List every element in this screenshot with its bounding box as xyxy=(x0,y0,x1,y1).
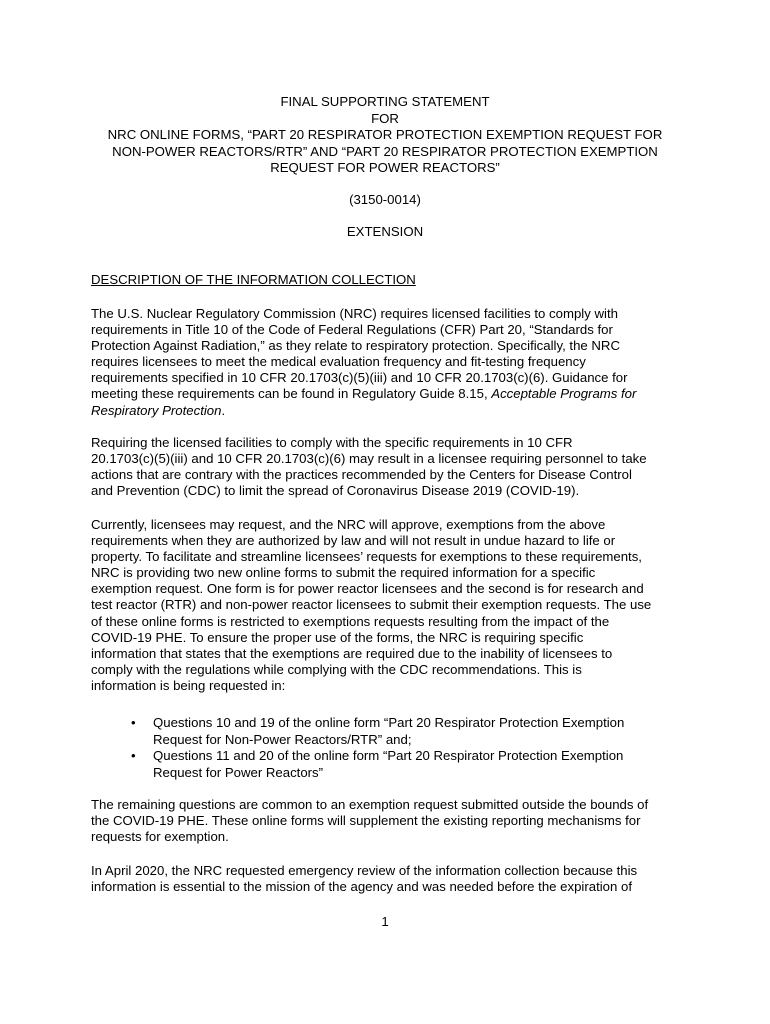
list-item-line: Request for Non-Power Reactors/RTR” and; xyxy=(153,731,412,747)
paragraph-line: requests for exemption. xyxy=(91,829,229,845)
list-item xyxy=(91,715,691,748)
paragraph-line: Protection Against Radiation,” as they relate to respiratory protection. Specifically, the NRC xyxy=(91,338,620,354)
paragraph-3 xyxy=(91,517,691,694)
paragraph-line xyxy=(91,403,691,419)
title-line: NRC ONLINE FORMS, “PART 20 RESPIRATOR PROTECTION EXEMPTION REQUEST FOR xyxy=(107,127,663,143)
section-heading: DESCRIPTION OF THE INFORMATION COLLECTION xyxy=(91,272,416,287)
document-title xyxy=(80,94,690,177)
list-item-line: Request for Power Reactors” xyxy=(153,764,324,780)
paragraph-line: requirements in Title 10 of the Code of Federal Regulations (CFR) Part 20, “Standards for xyxy=(91,322,613,338)
paragraph-line: test reactor (RTR) and non-power reactor licensees to submit their exemption requests. The use xyxy=(91,597,652,613)
omb-number: (3150-0014) xyxy=(349,192,421,207)
list-item-line: Questions 10 and 19 of the online form “Part 20 Respirator Protection Exemption xyxy=(153,715,625,730)
paragraph-5 xyxy=(91,863,691,895)
paragraph-line: information is essential to the mission of the agency and was needed before the expiration of xyxy=(91,879,633,895)
paragraph-line xyxy=(91,386,691,402)
paragraph-line: comply with the regulations while complying with the CDC recommendations. This is xyxy=(91,661,582,677)
paragraph-line: information is being requested in: xyxy=(91,677,286,693)
paragraph-line: The U.S. Nuclear Regulatory Commission (NRC) requires licensed facilities to comply with xyxy=(91,306,618,321)
title-line: FINAL SUPPORTING STATEMENT xyxy=(280,94,490,109)
page-number: 1 xyxy=(381,914,389,929)
list-item xyxy=(91,748,691,781)
paragraph-line: the COVID-19 PHE. These online forms will supplement the existing reporting mechanisms for xyxy=(91,813,641,829)
paragraph-line: requires licensees to meet the medical evaluation frequency and fit-testing frequency xyxy=(91,354,586,370)
paragraph-text: . xyxy=(221,402,226,418)
paragraph-1 xyxy=(91,306,691,419)
list-item-line: Questions 11 and 20 of the online form “Part 20 Respirator Protection Exemption xyxy=(153,748,624,764)
bullet-icon: • xyxy=(131,715,136,730)
paragraph-line: NRC is providing two new online forms to submit the required information for a specific xyxy=(91,565,596,581)
paragraph-4 xyxy=(91,797,691,845)
title-line: FOR xyxy=(371,110,399,126)
guide-title: Respiratory Protection xyxy=(91,402,222,418)
paragraph-line: COVID-19 PHE. To ensure the proper use of the forms, the NRC is requiring specific xyxy=(91,629,584,645)
paragraph-line: property. To facilitate and streamline licensees’ requests for exemptions to these requirements, xyxy=(91,549,642,565)
paragraph-line: of these online forms is restricted to exemptions requests resulting from the impact of the xyxy=(91,613,610,629)
paragraph-line: and Prevention (CDC) to limit the spread of Coronavirus Disease 2019 (COVID-19). xyxy=(91,483,580,499)
document-status: EXTENSION xyxy=(346,224,424,239)
paragraph-line: actions that are contrary with the practices recommended by the Centers for Disease Control xyxy=(91,467,632,483)
bullet-icon: • xyxy=(131,748,136,764)
paragraph-line: requirements specified in 10 CFR 20.1703(c)(5)(iii) and 10 CFR 20.1703(c)(6). Guidance for xyxy=(91,370,628,386)
paragraph-line: Requiring the licensed facilities to comply with the specific requirements in 10 CFR xyxy=(91,435,573,450)
guide-title: Acceptable Programs for xyxy=(491,386,637,402)
paragraph-line: requirements when they are authorized by law and will not result in undue hazard to life or xyxy=(91,533,616,549)
paragraph-line: Currently, licensees may request, and the NRC will approve, exemptions from the above xyxy=(91,517,606,532)
paragraph-text: meeting these requirements can be found in Regulatory Guide 8.15, xyxy=(91,386,492,402)
paragraph-line: exemption request. One form is for power reactor licensees and the second is for research and xyxy=(91,581,644,597)
title-line: NON-POWER REACTORS/RTR” AND “PART 20 RESPIRATOR PROTECTION EXEMPTION xyxy=(112,143,658,159)
paragraph-line: The remaining questions are common to an exemption request submitted outside the bounds of xyxy=(91,797,649,812)
bullet-list xyxy=(91,715,691,781)
paragraph-line: In April 2020, the NRC requested emergency review of the information collection because this xyxy=(91,863,638,878)
paragraph-line: information that states that the exemptions are required due to the inability of licensees to xyxy=(91,645,613,661)
title-line: REQUEST FOR POWER REACTORS” xyxy=(270,160,500,176)
paragraph-line: 20.1703(c)(5)(iii) and 10 CFR 20.1703(c)(6) may result in a licensee requiring personnel to take xyxy=(91,451,647,467)
paragraph-2 xyxy=(91,435,691,499)
